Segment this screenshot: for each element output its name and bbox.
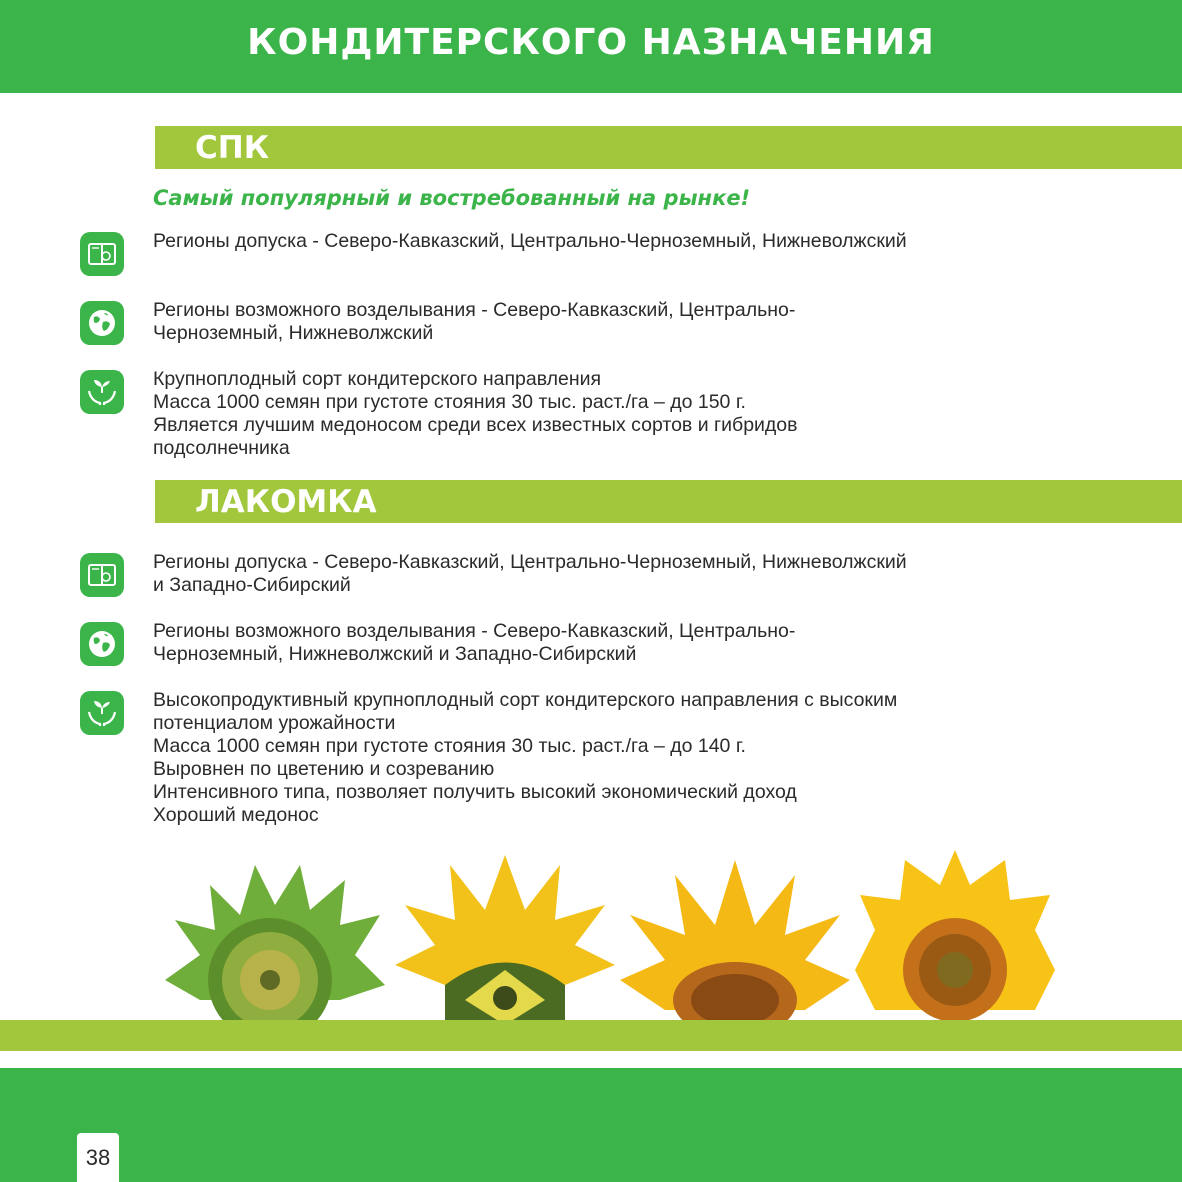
feature-line: подсолнечника [153,437,290,459]
sunflower-bud [165,865,385,1025]
feature-line: Выровнен по цветению и созреванию [153,758,495,780]
feature-text [153,620,1073,666]
sunflowers-illustration [150,850,1060,1025]
feature-line: Черноземный, Нижневолжский [153,322,434,344]
globe-icon [80,301,124,345]
sunflower-opening [395,855,615,1025]
section-header-spk [155,126,1182,169]
section-title: СПК [195,130,270,166]
feature-text [153,689,1073,827]
sprout-hands-icon [80,370,124,414]
feature-text [153,368,1073,460]
feature-line: Регионы возможного возделывания - Северо-Кавказский, Центрально- [153,620,796,642]
feature-text [153,551,1073,597]
feature-line: Масса 1000 семян при густоте стояния 30 тыс. раст./га – до 140 г. [153,735,746,757]
feature-text [153,230,1073,253]
feature-line: Черноземный, Нижневолжский и Западно-Сибирский [153,643,637,665]
feature-line: потенциалом урожайности [153,712,396,734]
sprout-hands-icon [80,691,124,735]
section-header-lakomka [155,480,1182,523]
page-title: КОНДИТЕРСКОГО НАЗНАЧЕНИЯ [247,22,935,63]
page-number: 38 [77,1133,119,1182]
state-register-book-icon [80,232,124,276]
feature-line: и Западно-Сибирский [153,574,351,596]
feature-text [153,299,1073,345]
footer-lime-band [0,1020,1182,1051]
sunflower-open [620,860,850,1025]
feature-line: Регионы допуска - Северо-Кавказский, Центрально-Черноземный, Нижневолжский [153,230,907,252]
feature-line: Хороший медонос [153,804,319,826]
feature-line: Высокопродуктивный крупноплодный сорт кондитерского направления с высоким [153,689,898,711]
feature-line: Интенсивного типа, позволяет получить высокий экономический доход [153,781,797,803]
state-register-book-icon [80,553,124,597]
feature-line: Регионы возможного возделывания - Северо-Кавказский, Центрально- [153,299,796,321]
feature-line: Масса 1000 семян при густоте стояния 30 тыс. раст./га – до 150 г. [153,391,746,413]
tagline: Самый популярный и востребованный на рынке! [153,186,751,210]
footer-band [0,1068,1182,1182]
section-title: ЛАКОМКА [195,484,377,520]
sunflower-bloom [855,850,1055,1022]
feature-line: Регионы допуска - Северо-Кавказский, Центрально-Черноземный, Нижневолжский [153,551,907,573]
globe-icon [80,622,124,666]
feature-line: Крупноплодный сорт кондитерского направления [153,368,602,390]
feature-line: Является лучшим медоносом среди всех известных сортов и гибридов [153,414,798,436]
